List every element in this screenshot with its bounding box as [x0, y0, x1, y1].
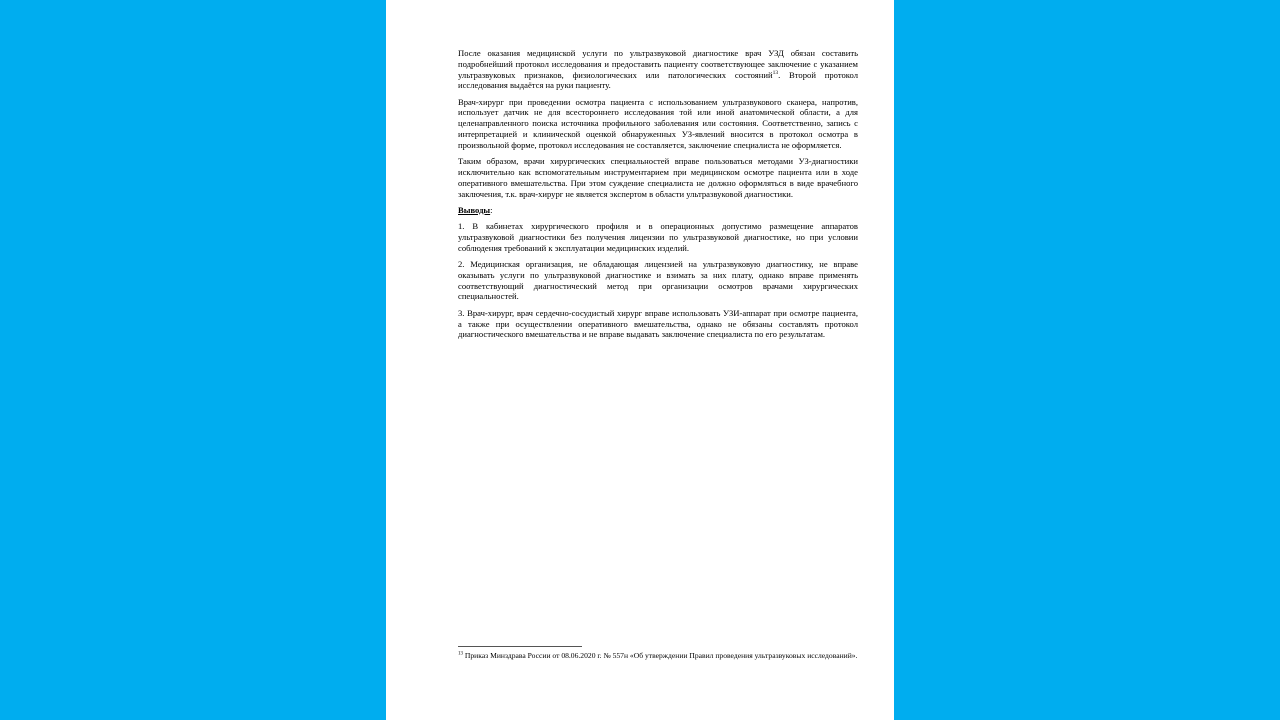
conclusion-item: 3. Врач-хирург, врач сердечно-сосудистый хирург вправе использовать УЗИ-аппарат при осмотре пациента, а также при осуществлении оперативного вмешательства, однако не обязаны составлять протокол диагностического вмешательства и не вправе выдавать заключение специалиста по его результатам. [458, 307, 858, 340]
footnote-divider [458, 646, 582, 647]
footnote-text: Приказ Минздрава России от 08.06.2020 г. № 557н «Об утверждении Правил проведения ультразвуковых исследований». [463, 651, 858, 660]
conclusions-heading-text: Выводы [458, 204, 491, 215]
conclusions-heading-colon: : [490, 204, 493, 215]
footnote-13 [458, 651, 858, 660]
paragraph-1-text-after: . Второй протокол исследования выдаётся на руки пациенту. [458, 69, 858, 91]
footnotes-section [458, 646, 858, 660]
paragraph-1 [458, 48, 858, 91]
document-body [458, 48, 858, 346]
conclusion-item: 1. В кабинетах хирургического профиля и в операционных допустимо размещение аппаратов ультразвуковой диагностики без получения лицензии по ультразвуковой диагностике, но при условии соблюдения требований к эксплуатации медицинских изделий. [458, 221, 858, 253]
footnote-number: 13 [458, 651, 463, 657]
paragraph-1-text: После оказания медицинской услуги по ультразвуковой диагностике врач УЗД обязан составить подробнейший протокол исследования и предоставить пациенту соответствующее заключение с указанием ультразвуковых признаков, физиологических или патологических состояний [458, 48, 858, 80]
paragraph-2: Врач-хирург при проведении осмотра пациента с использованием ультразвукового сканера, напротив, использует датчик не для всестороннего исследования той или иной анатомической области, а для целенаправленного поиска источника профильного заболевания или состояния. Соответственно, запись с интерпретацией и клинической оценкой обнаруженных УЗ-явлений вносится в протокол осмотра в произвольной форме, протокол исследования не составляется, заключение специалиста не оформляется. [458, 96, 858, 150]
footnote-ref-13[interactable]: 13 [772, 69, 779, 76]
document-page [386, 0, 894, 720]
conclusion-item: 2. Медицинская организация, не обладающая лицензией на ультразвуковую диагностику, не вправе оказывать услуги по ультразвуковой диагностике и взимать за них плату, однако вправе применять соответствующий диагностический метод при организации осмотров врачами хирургических специальностей. [458, 259, 858, 302]
conclusions-heading [458, 205, 858, 216]
paragraph-3: Таким образом, врачи хирургических специальностей вправе пользоваться методами УЗ-диагностики исключительно как вспомогательным инструментарием при медицинском осмотре пациента или в ходе оперативного вмешательства. При этом суждение специалиста не должно оформляться в виде врачебного заключения, т.к. врач-хирург не является экспертом в области ультразвуковой диагностики. [458, 156, 858, 199]
